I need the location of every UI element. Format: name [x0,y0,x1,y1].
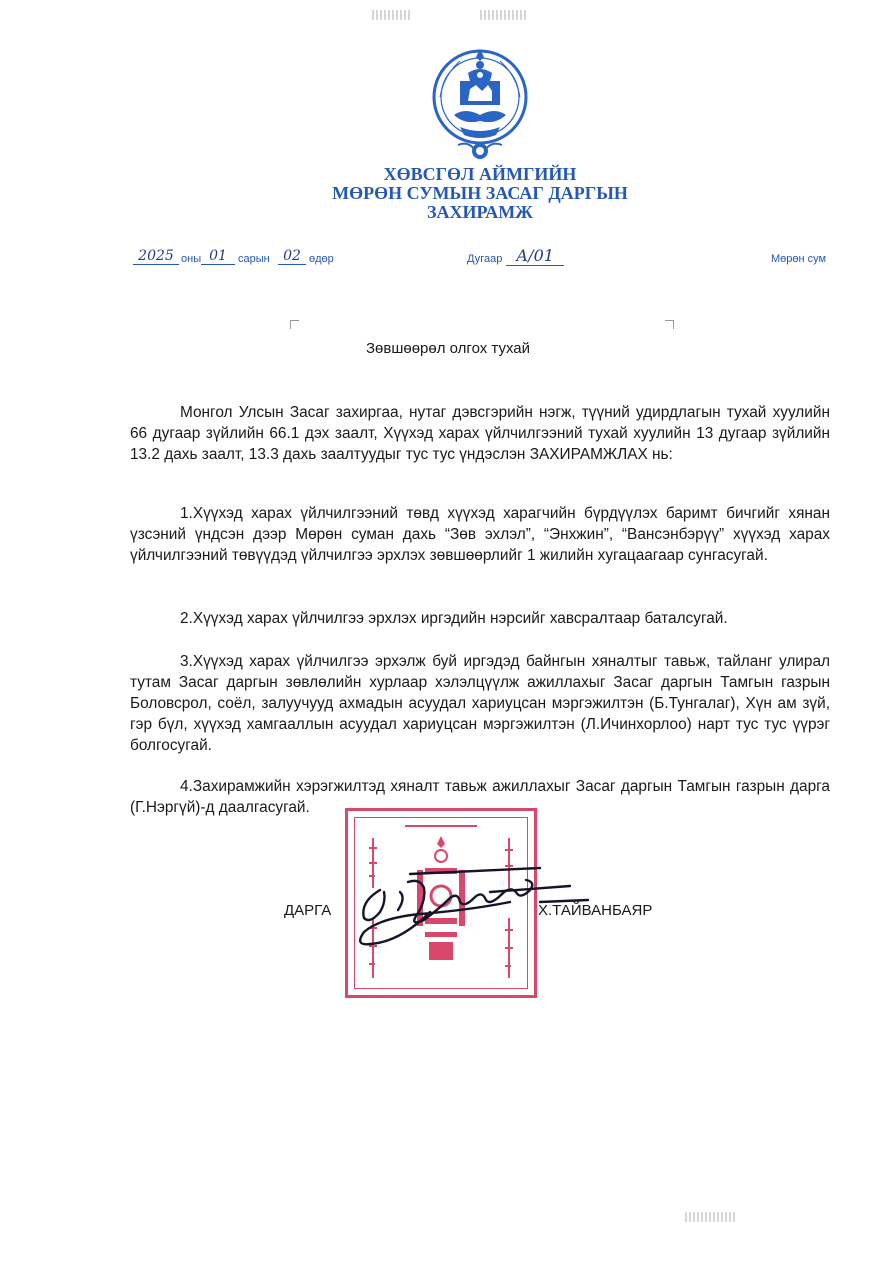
item-1-paragraph: 1.Хүүхэд харах үйлчилгээний төвд хүүхэд харагчийн бүрдүүлэх баримт бичгийг хянан үзсэний үндсэн дээр Мөрөн суман дахь “Зөв эхлэл”, “Энхжин”, “Вансэнбэрүү” хүүхэд харах үйлчилгээний төвүүдэд үйлчилгээ эрхлэх зөвшөөрлийг 1 жилийн хугацаагаар сунгасугай. [130,505,830,564]
corner-mark [290,320,299,329]
year-value: 2025 [133,248,179,265]
item-3-paragraph: 3.Хүүхэд харах үйлчилгээ эрхэлж буй иргэдэд байнгын хяналтыг тавьж, тайланг улирал тутам Засаг даргын зөвлөлийн хурлаар хэлэлцүүлж ажиллахыг Засаг даргын Тамгын газрын Боловсрол, соёл, залуучууд ахмадын асуудал хариуцсан мэргэжилтэн (Б.Тунгалаг), Хүн ам зүй, гэр бүл, хүүхэд хамгааллын асуудал хариуцсан мэргэжилтэн (Л.Ичинхорлоо) нарт тус тус үүрэг болгосугай. [130,653,830,754]
number-value: А/01 [506,246,564,266]
item-4-paragraph: 4.Захирамжийн хэрэгжилтэд хяналт тавьж ажиллахыг Засаг даргын Тамгын газрын дарга (Г.Нэргүй)-д даалгасугай. [130,778,830,816]
month-value: 01 [201,248,235,265]
state-emblem-icon [430,45,530,163]
header-line-3: ЗАХИРАМЖ [427,202,533,222]
day-label: өдөр [309,253,334,265]
document-subject: Зөвшөөрөл олгох тухай [365,340,531,357]
number-label: Дугаар [467,253,503,265]
header-line-2: МӨРӨН СУМЫН ЗАСАГ ДАРГЫН [332,183,628,203]
corner-mark [665,320,674,329]
handwritten-signature [340,862,590,962]
place-label: Мөрөн сум [771,253,827,265]
day-value: 02 [278,248,306,265]
item-2-paragraph: 2.Хүүхэд харах үйлчилгээ эрхлэх иргэдийн нэрсийг хавсралтаар баталсугай. [180,610,728,627]
signatory-name: Х.ТАЙВАНБАЯР [538,902,653,919]
scan-artifact [480,10,528,20]
year-label: оны [181,253,202,265]
intro-paragraph: Монгол Улсын Засаг захиргаа, нутаг дэвсгэрийн нэгж, түүний удирдлагын тухай хуулийн 66 дугаар зүйлийн 66.1 дэх заалт, Хүүхэд харах үйлчилгээний тухай хуулийн 13 дугаар зүйлийн 13.2 дахь заалт, 13.3 дахь заалтуудыг тус тус үндэслэн ЗАХИРАМЖЛАХ нь: [130,404,830,463]
header-line-1: ХӨВСГӨЛ АЙМГИЙН [383,164,577,184]
document-meta-row [0,248,896,272]
month-label: сарын [238,253,270,265]
scan-artifact [372,10,412,20]
signatory-title: ДАРГА [284,902,332,919]
scan-artifact [685,1212,735,1222]
